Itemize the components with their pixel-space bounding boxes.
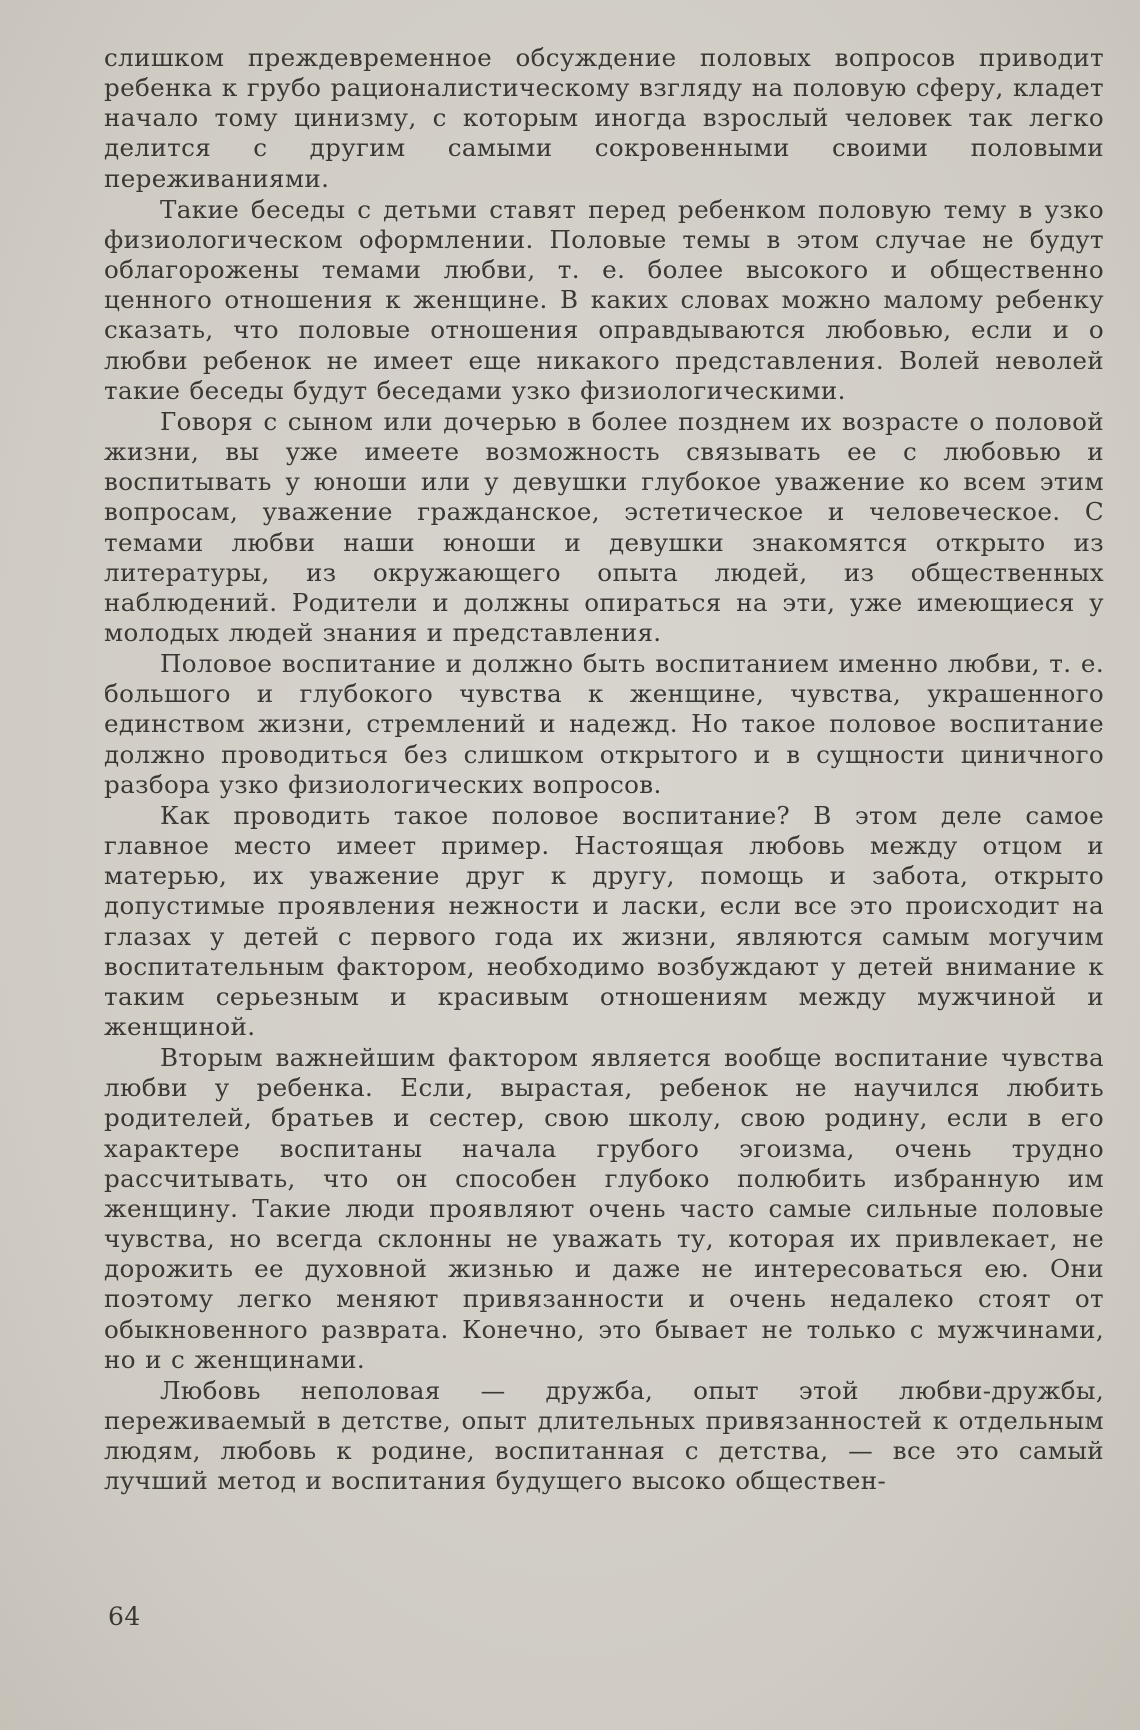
paragraph-4: Половое воспитание и должно быть воспитанием именно любви, т. е. большого и глубокого чувства к женщине, чувства, украшенного единством жизни, стремлений и надежд. Но такое половое воспитание должно проводиться без слишком открытого и в сущности циничного разбора узко физиологических вопросов. xyxy=(104,649,1104,799)
body-text xyxy=(104,43,1104,1497)
paragraph-7: Любовь неполовая — дружба, опыт этой любви-дружбы, переживаемый в детстве, опыт длительных привязанностей к отдельным людям, любовь к родине, воспитанная с детства, — все это самый лучший метод и воспитания будущего высоко обществен- xyxy=(104,1375,1104,1496)
paragraph-2: Такие беседы с детьми ставят перед ребенком половую тему в узко физиологическом оформлении. Половые темы в этом случае не будут облагорожены темами любви, т. е. более высокого и общественно ценного отношения к женщине. В каких словах можно малому ребенку сказать, что половые отношения оправдываются любовью, если и о любви ребенок не имеет еще никакого представления. Волей неволей такие беседы будут беседами узко физиологическими. xyxy=(104,194,1104,405)
paragraph-6: Вторым важнейшим фактором является вообще воспитание чувства любви у ребенка. Если, вырастая, ребенок не научился любить родителей, братьев и сестер, свою школу, свою родину, если в его характере воспитаны начала грубого эгоизма, очень трудно рассчитывать, что он способен глубоко полюбить избранную им женщину. Такие люди проявляют очень часто самые сильные половые чувства, но всегда склонны не уважать ту, которая их привлекает, не дорожить ее духовной жизнью и даже не интересоваться ею. Они поэтому легко меняют привязанности и очень недалеко стоят от обыкновенного разврата. Конечно, это бывает не только с мужчинами, но и с женщинами. xyxy=(104,1043,1104,1374)
page-number: 64 xyxy=(108,1602,141,1631)
paragraph-5: Как проводить такое половое воспитание? В этом деле самое главное место имеет пример. Настоящая любовь между отцом и матерью, их уважение друг к другу, помощь и забота, открыто допустимые проявления нежности и ласки, если все это происходит на глазах у детей с первого года их жизни, являются самым могучим воспитательным фактором, необходимо возбуждают у детей внимание к таким серьезным и красивым отношениям между мужчиной и женщиной. xyxy=(104,800,1104,1041)
paragraph-3: Говоря с сыном или дочерью в более позднем их возрасте о половой жизни, вы уже имеете возможность связывать ее с любовью и воспитывать у юноши или у девушки глубокое уважение ко всем этим вопросам, уважение гражданское, эстетическое и человеческое. С темами любви наши юноши и девушки знакомятся открыто из литературы, из окружающего опыта людей, из общественных наблюдений. Родители и должны опираться на эти, уже имеющиеся у молодых людей знания и представления. xyxy=(104,406,1104,647)
paragraph-1: слишком преждевременное обсуждение половых вопросов приводит ребенка к грубо рационалистическому взгляду на половую сферу, кладет начало тому цинизму, с которым иногда взрослый человек так легко делится с другим самыми сокровенными своими половыми переживаниями. xyxy=(104,43,1104,193)
